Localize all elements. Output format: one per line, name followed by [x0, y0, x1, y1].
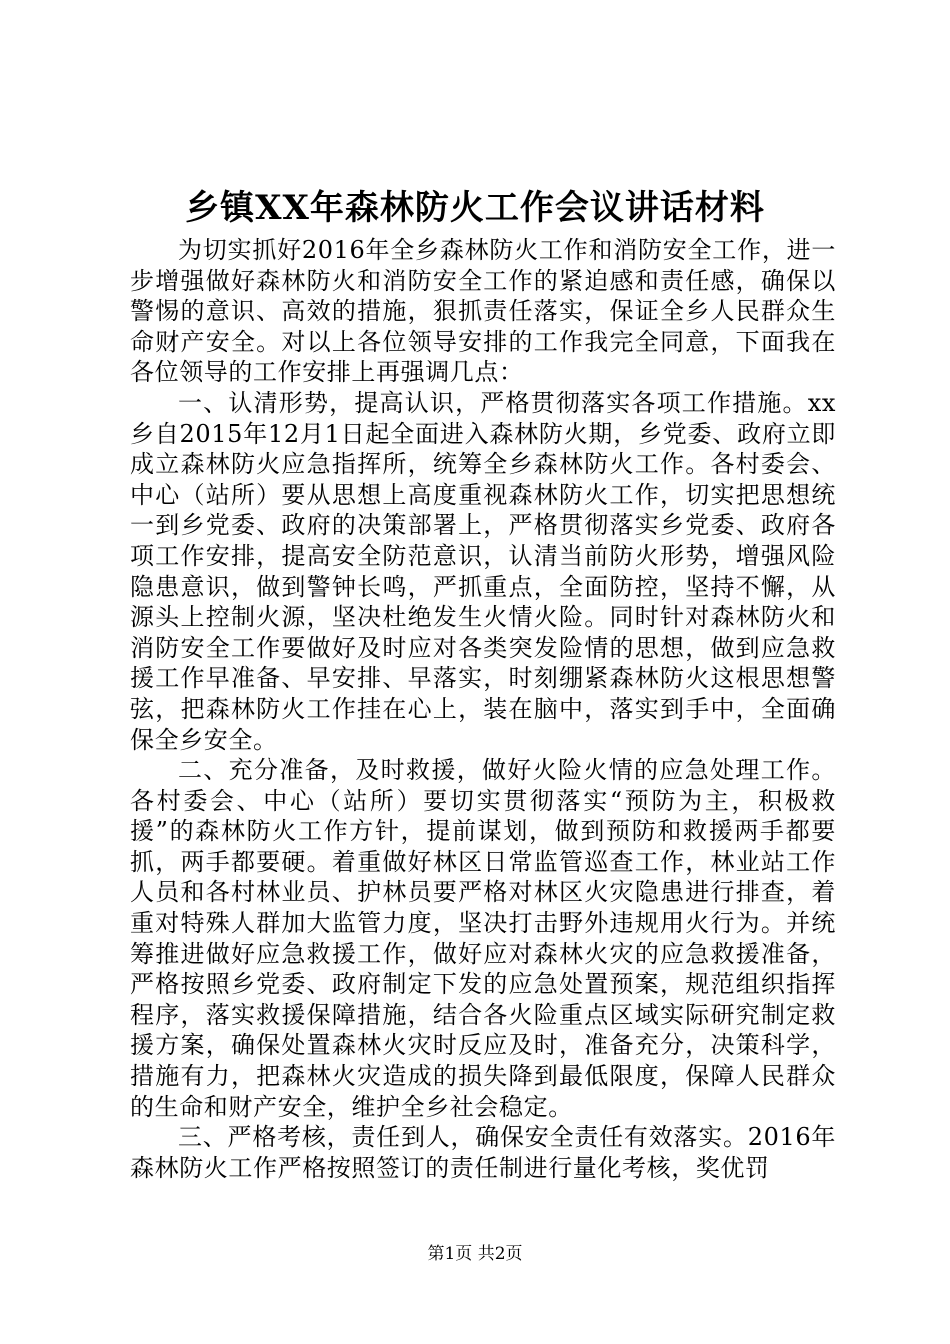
document-title: 乡镇XX年森林防火工作会议讲话材料: [185, 188, 765, 228]
document-body: [130, 235, 836, 1183]
paragraph-intro: 为切实抓好2016年全乡森林防火工作和消防安全工作，进一步增强做好森林防火和消防安全工作的紧迫感和责任感，确保以警惕的意识、高效的措施，狠抓责任落实，保证全乡人民群众生命财产安全。对以上各位领导安排的工作我完全同意，下面我在各位领导的工作安排上再强调几点：: [130, 236, 836, 387]
page-number: 第1页 共2页: [427, 1244, 523, 1264]
paragraph-section-3: 三、严格考核，责任到人，确保安全责任有效落实。2016年森林防火工作严格按照签订的责任制进行量化考核，奖优罚: [130, 1123, 836, 1182]
paragraph-section-2: 二、充分准备，及时救援，做好火险火情的应急处理工作。各村委会、中心（站所）要切实贯彻落实“预防为主，积极救援”的森林防火工作方针，提前谋划，做到预防和救援两手都要抓，两手都要硬。着重做好林区日常监管巡查工作，林业站工作人员和各村林业员、护林员要严格对林区火灾隐患进行排查，着重对特殊人群加大监管力度，坚决打击野外违规用火行为。并统筹推进做好应急救援工作，做好应对森林火灾的应急救援准备，严格按照乡党委、政府制定下发的应急处置预案，规范组织指挥程序，落实救援保障措施，结合各火险重点区域实际研究制定救援方案，确保处置森林火灾时反应及时，准备充分，决策科学，措施有力，把森林火灾造成的损失降到最低限度，保障人民群众的生命和财产安全，维护全乡社会稳定。: [130, 756, 836, 1121]
paragraph-section-1: 一、认清形势，提高认识，严格贯彻落实各项工作措施。xx乡自2015年12月1日起全面进入森林防火期，乡党委、政府立即成立森林防火应急指挥所，统筹全乡森林防火工作。各村委会、中心（站所）要从思想上高度重视森林防火工作，切实把思想统一到乡党委、政府的决策部署上，严格贯彻落实乡党委、政府各项工作安排，提高安全防范意识，认清当前防火形势，增强风险隐患意识，做到警钟长鸣，严抓重点，全面防控，坚持不懈，从源头上控制火源，坚决杜绝发生火情火险。同时针对森林防火和消防安全工作要做好及时应对各类突发险情的思想，做到应急救援工作早准备、早安排、早落实，时刻绷紧森林防火这根思想警弦，把森林防火工作挂在心上，装在脑中，落实到手中，全面确保全乡安全。: [130, 388, 836, 754]
